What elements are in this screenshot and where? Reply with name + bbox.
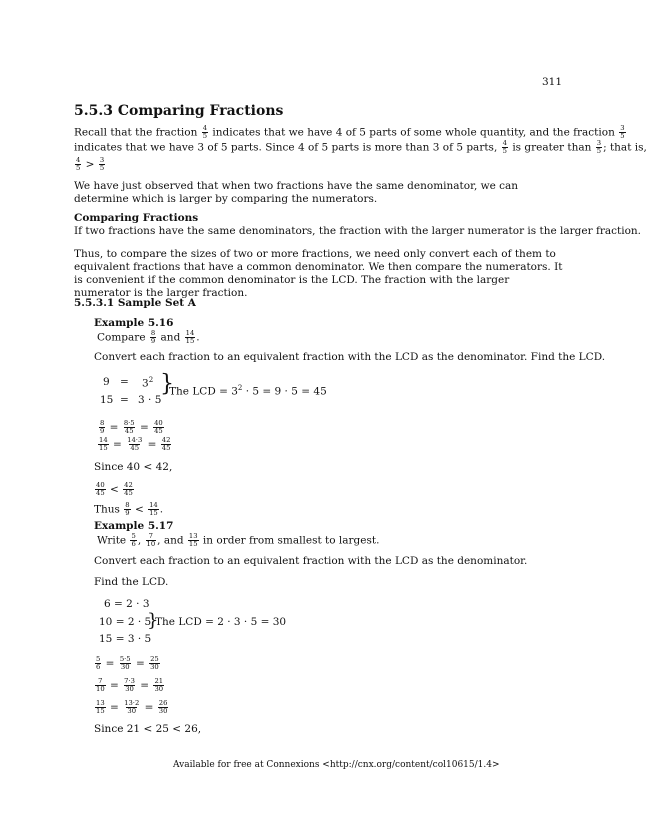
lcd-statement-2: The LCD = 2 · 3 · 5 = 30 (155, 616, 287, 628)
factor-9-eq: = (120, 376, 129, 388)
factor-15: 15 = 3 · 5 (99, 633, 152, 645)
greater-than-symbol: > (85, 158, 95, 171)
example-5-17-prompt: Write $\frac{5}{6}$ , $\frac{7}{10}$ , and $\frac{13}{15}$ in order from smallest to largest. (97, 532, 380, 549)
equivalent-14-15: $\frac{14}{15}$ = $\frac{14\cdot 3}{45}$ = $\frac{42}{45}$ (99, 436, 171, 453)
paragraph-thus: Thus, to compare the sizes of two or more fractions, we need only convert each of them to equivalent fractions that have a common denominator. We then compare the numerators. It is convenient if the common denominator is the LCD. The fraction with the larger numerator is the larger fraction. (74, 248, 563, 300)
factor-10: 10 = 2 · 5 (99, 616, 152, 628)
footer-attribution: Available for free at Connexions <http://cnx.org/content/col10615/1.4> (173, 760, 500, 770)
equivalent-5-6: $\frac{5}{6}$ = $\frac{5\cdot 5}{30}$ = $\frac{25}{30}$ (96, 655, 159, 672)
paragraph-same-denominator: We have just observed that when two fractions have the same denominator, we can determine which is larger by comparing the numerators. (74, 180, 519, 206)
intro-text-e: ; that is, (603, 141, 647, 154)
fraction-4-5: $\frac{4}{5}$ (202, 124, 208, 141)
right-brace-icon: } (160, 370, 174, 397)
thus-conclusion: Thus $\frac{8}{9}$ < $\frac{14}{15}$ . (94, 501, 164, 518)
page-number: 311 (542, 76, 563, 88)
factor-15-eq: = (120, 394, 129, 406)
factor-9-left: 9 (103, 376, 110, 388)
intro-text-a: Recall that the fraction (74, 126, 198, 139)
since-21-25-26: Since 21 < 25 < 26, (94, 723, 202, 735)
since-40-42: Since 40 < 42, (94, 461, 173, 473)
fraction-3-5: $\frac{3}{5}$ (596, 139, 602, 156)
find-lcd-label: Find the LCD. (94, 576, 169, 588)
compare-40-45-42-45: $\frac{40}{45}$ < $\frac{42}{45}$ (96, 481, 133, 498)
example-5-17-convert: Convert each fraction to an equivalent fraction with the LCD as the denominator. (94, 555, 528, 567)
inequality-4-5-3-5: $\frac{4}{5}$ > $\frac{3}{5}$ (76, 156, 105, 173)
fraction-4-5: $\frac{4}{5}$ (502, 139, 507, 156)
example-5-16-prompt: Compare $\frac{8}{9}$ and $\frac{14}{15}$ . (97, 329, 200, 346)
intro-line-1 (74, 125, 627, 140)
lcd-statement-1: The LCD = $3^2 \cdot 5 = 9 \cdot 5 = 45$ (169, 384, 327, 398)
equivalent-7-10: $\frac{7}{10}$ = $\frac{7\cdot 3}{30}$ = $\frac{21}{30}$ (96, 677, 164, 694)
right-brace-icon: } (147, 610, 159, 631)
section-title: 5.5.3 Comparing Fractions (74, 103, 284, 119)
sample-set-title: 5.5.3.1 Sample Set A (74, 297, 196, 309)
intro-text-d: is greater than (512, 141, 592, 154)
intro-text-b: indicates that we have 4 of 5 parts of some whole quantity, and the fraction (212, 126, 615, 139)
example-5-16-convert: Convert each fraction to an equivalent fraction with the LCD as the denominator. Find the LCD. (94, 351, 606, 363)
factor-15-right: 3 · 5 (138, 394, 162, 406)
equivalent-8-9: $\frac{8}{9}$ = $\frac{8\cdot 5}{45}$ = $\frac{40}{45}$ (100, 419, 163, 436)
factor-6: 6 = 2 · 3 (104, 598, 150, 610)
rule-text: If two fractions have the same denominators, the fraction with the larger numerator is the larger fraction. (74, 225, 642, 237)
example-5-17-title: Example 5.17 (94, 520, 174, 532)
intro-line-2 (74, 140, 647, 155)
intro-text-c: indicates that we have 3 of 5 parts. Since 4 of 5 parts is more than 3 of 5 parts, (74, 141, 498, 154)
example-5-16-title: Example 5.16 (94, 317, 174, 329)
rule-title: Comparing Fractions (74, 212, 199, 224)
equivalent-13-15: $\frac{13}{15}$ = $\frac{13\cdot 2}{30}$ = $\frac{26}{30}$ (96, 699, 168, 716)
factor-9-right: $3^2$ (142, 376, 154, 390)
fraction-3-5: $\frac{3}{5}$ (620, 124, 625, 141)
factor-15-left: 15 (100, 394, 114, 406)
